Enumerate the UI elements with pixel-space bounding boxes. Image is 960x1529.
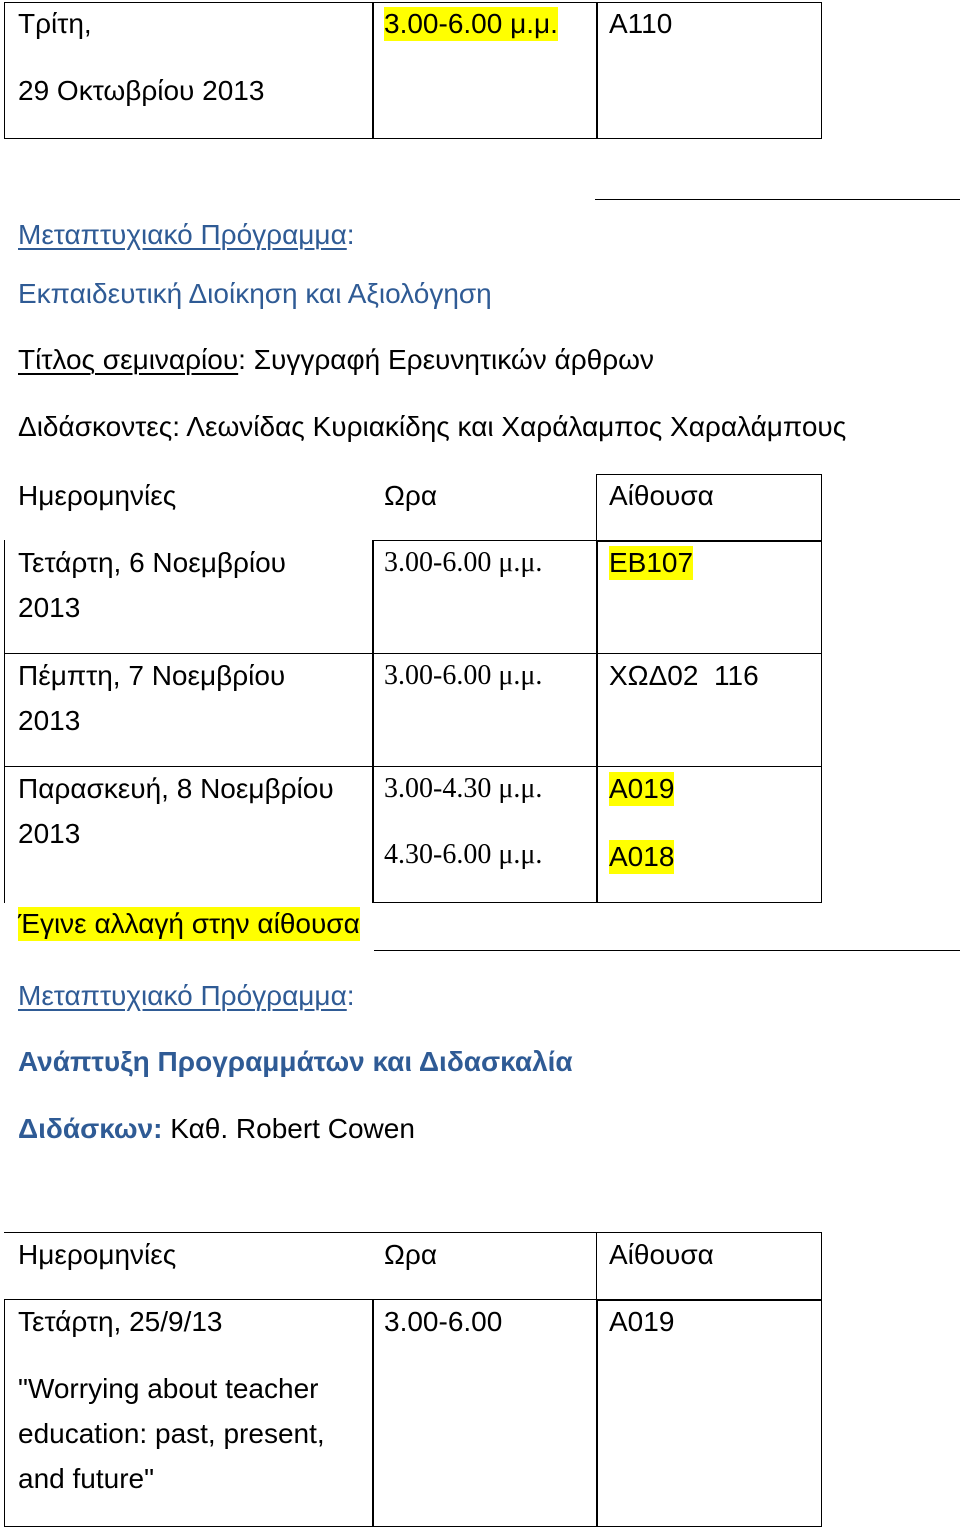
table2-row3-time-1: 3.00-4.30 μ.μ. xyxy=(384,773,543,804)
program2-label: Μεταπτυχιακό Πρόγραμμα xyxy=(18,980,347,1011)
table2-row1-year: 2013 xyxy=(18,592,81,623)
table2-row1-room: ΕΒ107 xyxy=(609,547,694,578)
seminar-title-line xyxy=(18,343,654,377)
table2-row-divider-2 xyxy=(4,766,822,767)
table2-row1-time: 3.00-6.00 μ.μ. xyxy=(384,547,543,578)
table1-day: Τρίτη, xyxy=(18,8,92,39)
room-change-note: Έγινε αλλαγή στην αίθουσα xyxy=(18,908,360,939)
table1-time: 3.00-6.00 μ.μ. xyxy=(384,8,558,39)
table2-row3-room-2: Α018 xyxy=(609,841,675,872)
table3-talk-line-2: education: past, present, xyxy=(18,1418,325,1449)
seminar-label: Τίτλος σεμιναρίου xyxy=(18,344,239,375)
table2-row-divider-1 xyxy=(4,653,822,654)
table2-row2-date: Πέμπτη, 7 Νοεμβρίου xyxy=(18,660,286,691)
table3-time: 3.00-6.00 xyxy=(384,1306,503,1337)
speaker-line xyxy=(18,1112,415,1146)
program2-colon: : xyxy=(346,980,355,1011)
table3-header-room: Αίθουσα xyxy=(609,1239,714,1270)
program1-colon: : xyxy=(346,219,355,250)
speaker-name: Καθ. Robert Cowen xyxy=(170,1113,415,1144)
table1-date: 29 Οκτωβρίου 2013 xyxy=(18,75,265,106)
table3-header-dates: Ημερομηνίες xyxy=(18,1239,177,1270)
table2-row3-year: 2013 xyxy=(18,818,81,849)
table2-row2-room: ΧΩΔ02 116 xyxy=(609,660,759,691)
table2-header-dates: Ημερομηνίες xyxy=(18,480,177,511)
program2-heading xyxy=(18,979,355,1013)
table3-talk-line-3: and future" xyxy=(18,1463,155,1494)
table2-row3-date: Παρασκευή, 8 Νοεμβρίου xyxy=(18,773,334,804)
table3-header-time: Ωρα xyxy=(384,1239,438,1270)
section-divider-2 xyxy=(374,950,960,951)
table2-row3-room-1: Α019 xyxy=(609,773,675,804)
speaker-label: Διδάσκων: xyxy=(18,1113,163,1144)
program1-name: Εκπαιδευτική Διοίκηση και Αξιολόγηση xyxy=(18,278,492,309)
table1-room: Α110 xyxy=(609,8,673,39)
table2-row1-date: Τετάρτη, 6 Νοεμβρίου xyxy=(18,547,286,578)
program1-heading xyxy=(18,218,355,252)
table2-row3-time-2: 4.30-6.00 μ.μ. xyxy=(384,839,543,870)
table2-row2-time: 3.00-6.00 μ.μ. xyxy=(384,660,543,691)
table2-header-room: Αίθουσα xyxy=(609,480,714,511)
table3-talk-line-1: "Worrying about teacher xyxy=(18,1373,319,1404)
program2-name: Ανάπτυξη Προγραμμάτων και Διδασκαλία xyxy=(18,1046,573,1077)
seminar-title: : Συγγραφή Ερευνητικών άρθρων xyxy=(238,344,654,375)
table3-date: Τετάρτη, 25/9/13 xyxy=(18,1306,223,1337)
instructors: Διδάσκοντες: Λεωνίδας Κυριακίδης και Χαράλαμπος Χαραλάμπους xyxy=(18,411,847,442)
table2-row2-year: 2013 xyxy=(18,705,81,736)
section-divider-1 xyxy=(595,199,960,200)
table2-header-time: Ωρα xyxy=(384,480,438,511)
table3-room: Α019 xyxy=(609,1306,675,1337)
program1-label: Μεταπτυχιακό Πρόγραμμα xyxy=(18,219,347,250)
